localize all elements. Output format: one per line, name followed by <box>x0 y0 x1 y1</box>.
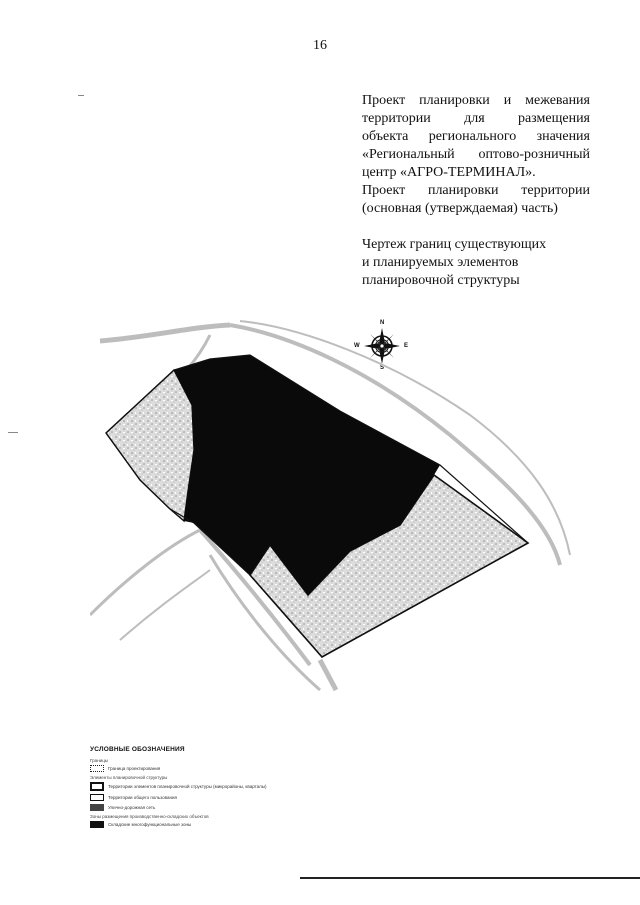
margin-mark <box>78 95 84 96</box>
map-legend <box>90 746 330 831</box>
site-plan-drawing <box>90 315 580 695</box>
legend-item <box>90 765 330 772</box>
legend-swatch-black <box>90 821 104 828</box>
legend-item <box>90 821 330 828</box>
legend-swatch-thick <box>90 782 104 791</box>
compass-north-label: N <box>380 320 385 326</box>
legend-group-heading: Границы <box>90 758 108 763</box>
drawing-title-line: Чертеж границ существующих <box>362 237 547 252</box>
site-plan-map <box>90 315 580 695</box>
legend-item-label: Территории общего пользования <box>108 795 177 800</box>
compass-west-label: W <box>354 343 360 349</box>
page-number: 16 <box>313 38 327 53</box>
drawing-title-line: планировочной структуры <box>362 273 520 288</box>
title-block <box>362 92 590 290</box>
title-line: (основная (утверждаемая) часть) <box>362 201 558 216</box>
legend-item-label: Улично-дорожная сеть <box>108 805 156 810</box>
title-line: Проект планировки и межевания <box>362 93 590 108</box>
margin-mark <box>8 432 18 433</box>
legend-group-heading: Зоны размещения производственно-складских объектов <box>90 814 209 819</box>
legend-item-label: Граница проектирования <box>108 766 161 771</box>
drawing-title-line: и планируемых элементов <box>362 255 519 270</box>
compass-south-label: S <box>380 365 385 371</box>
legend-group-heading: Элементы планировочной структуры <box>90 775 168 780</box>
footer-rule <box>300 877 640 879</box>
legend-item <box>90 804 330 811</box>
legend-swatch-thin <box>90 794 104 801</box>
legend-swatch-dotted <box>90 765 104 772</box>
legend-item <box>90 794 330 801</box>
title-line: «Региональный оптово-розничный <box>362 147 590 162</box>
title-line: Проект планировки территории <box>362 183 590 198</box>
legend-item <box>90 782 330 791</box>
legend-item-label: Складские многофункциональные зоны <box>108 822 192 827</box>
title-line: центр «АГРО-ТЕРМИНАЛ». <box>362 165 536 180</box>
title-line: территории для размещения <box>362 111 590 126</box>
legend-title: УСЛОВНЫЕ ОБОЗНАЧЕНИЯ <box>90 746 185 753</box>
title-line: объекта регионального значения <box>362 129 590 144</box>
legend-item-label: Территории элементов планировочной структуры (микрорайоны, кварталы) <box>108 784 267 789</box>
legend-swatch-dark <box>90 804 104 811</box>
compass-east-label: E <box>404 343 409 349</box>
